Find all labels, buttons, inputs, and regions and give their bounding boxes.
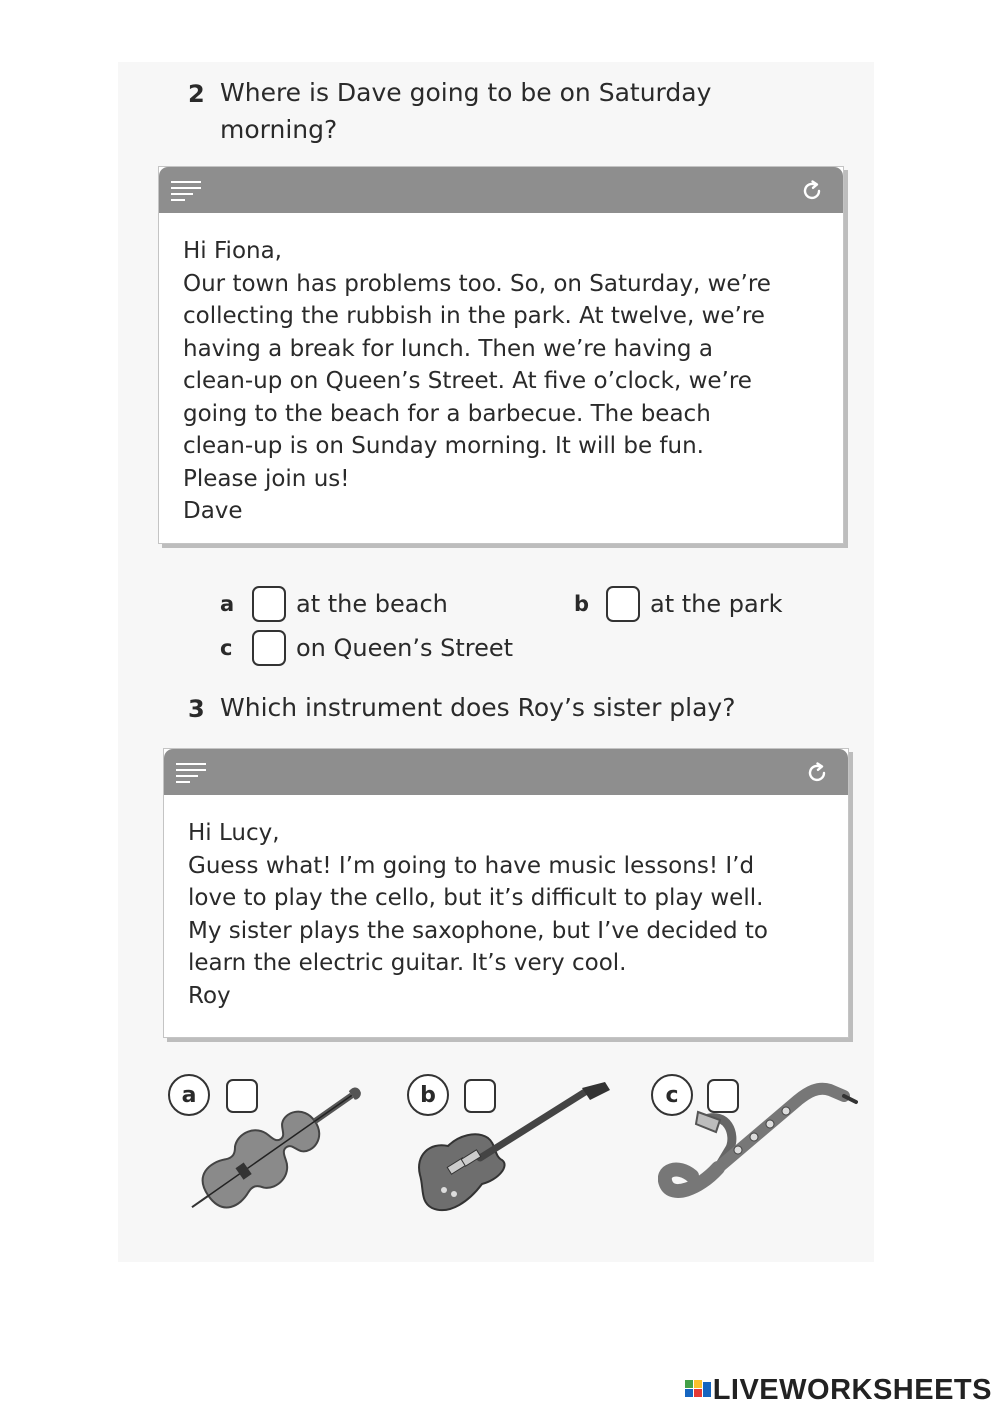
saxophone-icon [658, 1080, 858, 1215]
option-2c: c on Queen’s Street [220, 628, 513, 668]
electric-guitar-icon [410, 1080, 630, 1220]
worksheet [118, 62, 874, 1262]
answer-checkbox-2c[interactable] [252, 630, 286, 666]
refresh-icon[interactable] [804, 760, 830, 786]
answer-checkbox-2b[interactable] [606, 586, 640, 622]
liveworksheets-logo [683, 1374, 992, 1407]
message-card-roy [163, 748, 849, 1038]
message-titlebar [164, 749, 848, 795]
message-body: Hi Lucy, Guess what! I’m going to have music lessons! I’d love to play the cello, but it’s difficult to play well. My sister plays the saxophone, but I’ve decided to learn the electric guitar. It’s very cool. Roy [188, 820, 768, 1009]
cello-icon [173, 1072, 383, 1222]
message-titlebar [159, 167, 843, 213]
option-3b-letter: b [407, 1074, 449, 1116]
answer-checkbox-2a[interactable] [252, 586, 286, 622]
option-2a: a at the beach [220, 584, 448, 624]
refresh-icon[interactable] [799, 178, 825, 204]
option-3a-letter: a [168, 1074, 210, 1116]
question-3-text: Which instrument does Roy’s sister play? [220, 693, 736, 722]
question-2-text: Where is Dave going to be on Saturday morning? [220, 78, 712, 144]
option-2b: b at the park [574, 584, 782, 624]
menu-icon[interactable] [176, 763, 206, 783]
option-3c-letter: c [651, 1074, 693, 1116]
question-2-number: 2 [188, 80, 205, 108]
question-3-number: 3 [188, 695, 205, 723]
liveworksheets-logo-icon [683, 1376, 713, 1406]
message-card-dave [158, 166, 844, 544]
message-body: Hi Fiona, Our town has problems too. So, on Saturday, we’re collecting the rubbish in the park. At twelve, we’re having a break for lunch. Then we’re having a clean-up on Queen’s Street. At five o’clock, we’re going to the beach for a barbecue. The beach clean-up is on Sunday morning. It will be fun. Please join us! Dave [183, 238, 771, 524]
menu-icon[interactable] [171, 181, 201, 201]
brand-name: LIVEWORKSHEETS [712, 1374, 992, 1406]
